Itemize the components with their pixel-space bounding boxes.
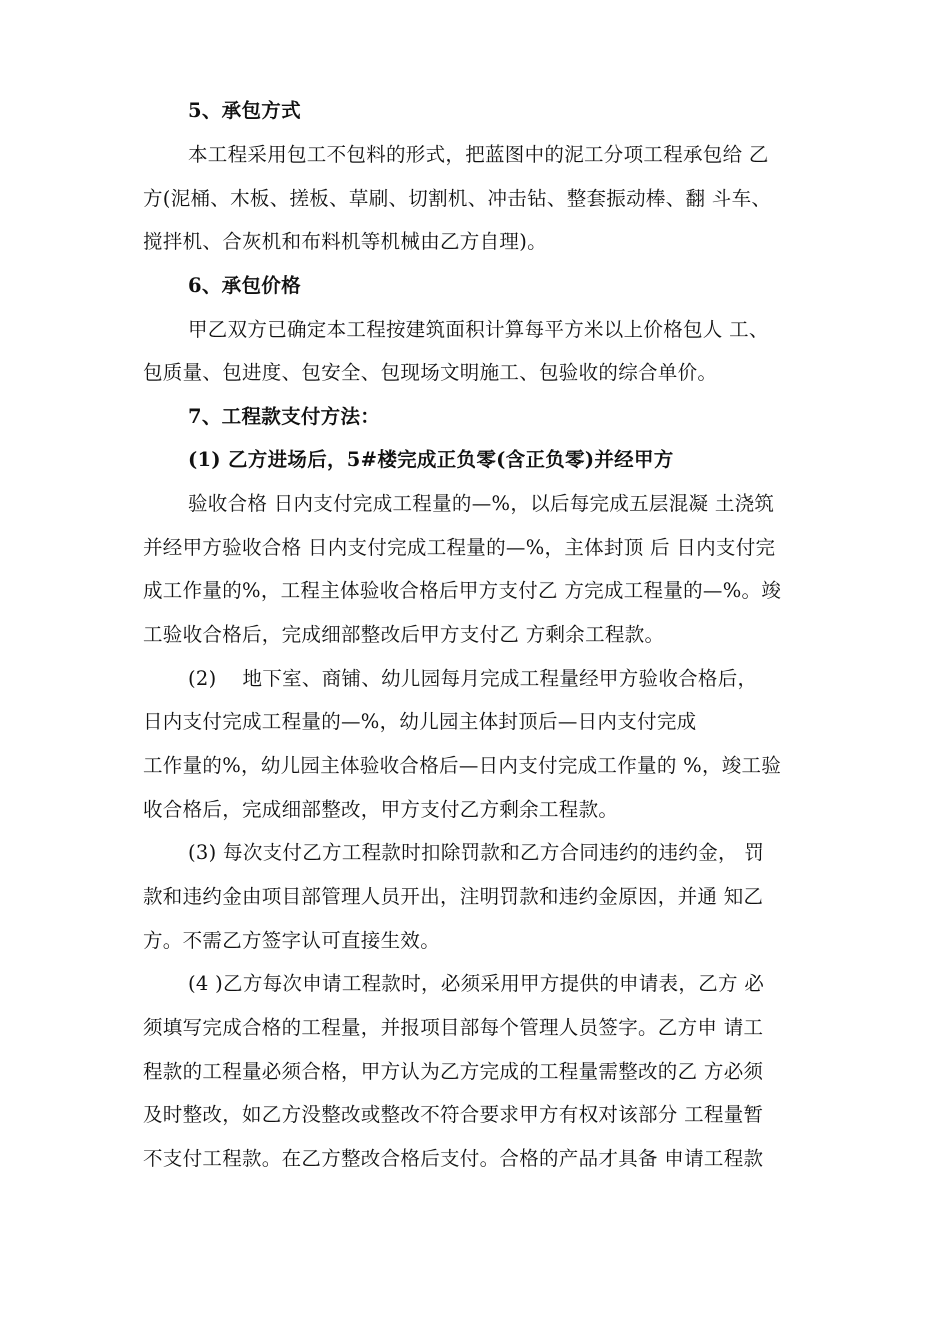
- section-heading-6: 6、承包价格: [188, 274, 301, 297]
- item-4-line: (4 )乙方每次申请工程款时，必须采用甲方提供的申请表，乙方 必: [188, 972, 765, 995]
- paragraph-line: 款和违约金由项目部管理人员开出，注明罚款和违约金原因，并通 知乙: [143, 885, 764, 908]
- paragraph-line: 本工程采用包工不包料的形式，把蓝图中的泥工分项工程承包给 乙: [188, 143, 769, 166]
- paragraph-line: 工作量的%，幼儿园主体验收合格后—日内支付完成工作量的 %，竣工验: [143, 754, 782, 777]
- paragraph-line: 验收合格 日内支付完成工程量的—%，以后每完成五层混凝 土浇筑: [188, 492, 775, 515]
- paragraph-line: 并经甲方验收合格 日内支付完成工程量的—%，主体封顶 后 日内支付完: [143, 536, 776, 559]
- paragraph-line: 工验收合格后，完成细部整改后甲方支付乙 方剩余工程款。: [143, 623, 665, 646]
- paragraph-line: 方(泥桶、木板、搓板、草刷、切割机、冲击钻、整套振动棒、翻 斗车、: [143, 187, 772, 210]
- item-2-line: (2) 地下室、商铺、幼儿园每月完成工程量经甲方验收合格后，: [188, 667, 758, 690]
- item-3-line: (3) 每次支付乙方工程款时扣除罚款和乙方合同违约的违约金， 罚: [188, 841, 765, 864]
- section-heading-5: 5、承包方式: [188, 99, 301, 122]
- paragraph-line: 搅拌机、合灰机和布料机等机械由乙方自理)。: [143, 230, 547, 253]
- paragraph-line: 收合格后，完成细部整改，甲方支付乙方剩余工程款。: [143, 798, 619, 821]
- paragraph-line: 须填写完成合格的工程量，并报项目部每个管理人员签字。乙方申 请工: [143, 1016, 764, 1039]
- paragraph-line: 不支付工程款。在乙方整改合格后支付。合格的产品才具备 申请工程款: [143, 1147, 764, 1170]
- paragraph-line: 日内支付完成工程量的—%，幼儿园主体封顶后—日内支付完成: [143, 710, 697, 733]
- paragraph-line: 甲乙双方已确定本工程按建筑面积计算每平方米以上价格包人 工、: [188, 318, 769, 341]
- paragraph-line: 方。不需乙方签字认可直接生效。: [143, 929, 441, 952]
- paragraph-line: 程款的工程量必须合格，甲方认为乙方完成的工程量需整改的乙 方必须: [143, 1060, 764, 1083]
- paragraph-line: 包质量、包进度、包安全、包现场文明施工、包验收的综合单价。: [143, 361, 718, 384]
- item-1-heading: (1) 乙方进场后，5#楼完成正负零(含正负零)并经甲方: [188, 448, 674, 471]
- section-heading-7: 7、工程款支付方法：: [188, 405, 381, 428]
- paragraph-line: 成工作量的%，工程主体验收合格后甲方支付乙 方完成工程量的—%。竣: [143, 579, 782, 602]
- paragraph-line: 及时整改，如乙方没整改或整改不符合要求甲方有权对该部分 工程量暂: [143, 1103, 764, 1126]
